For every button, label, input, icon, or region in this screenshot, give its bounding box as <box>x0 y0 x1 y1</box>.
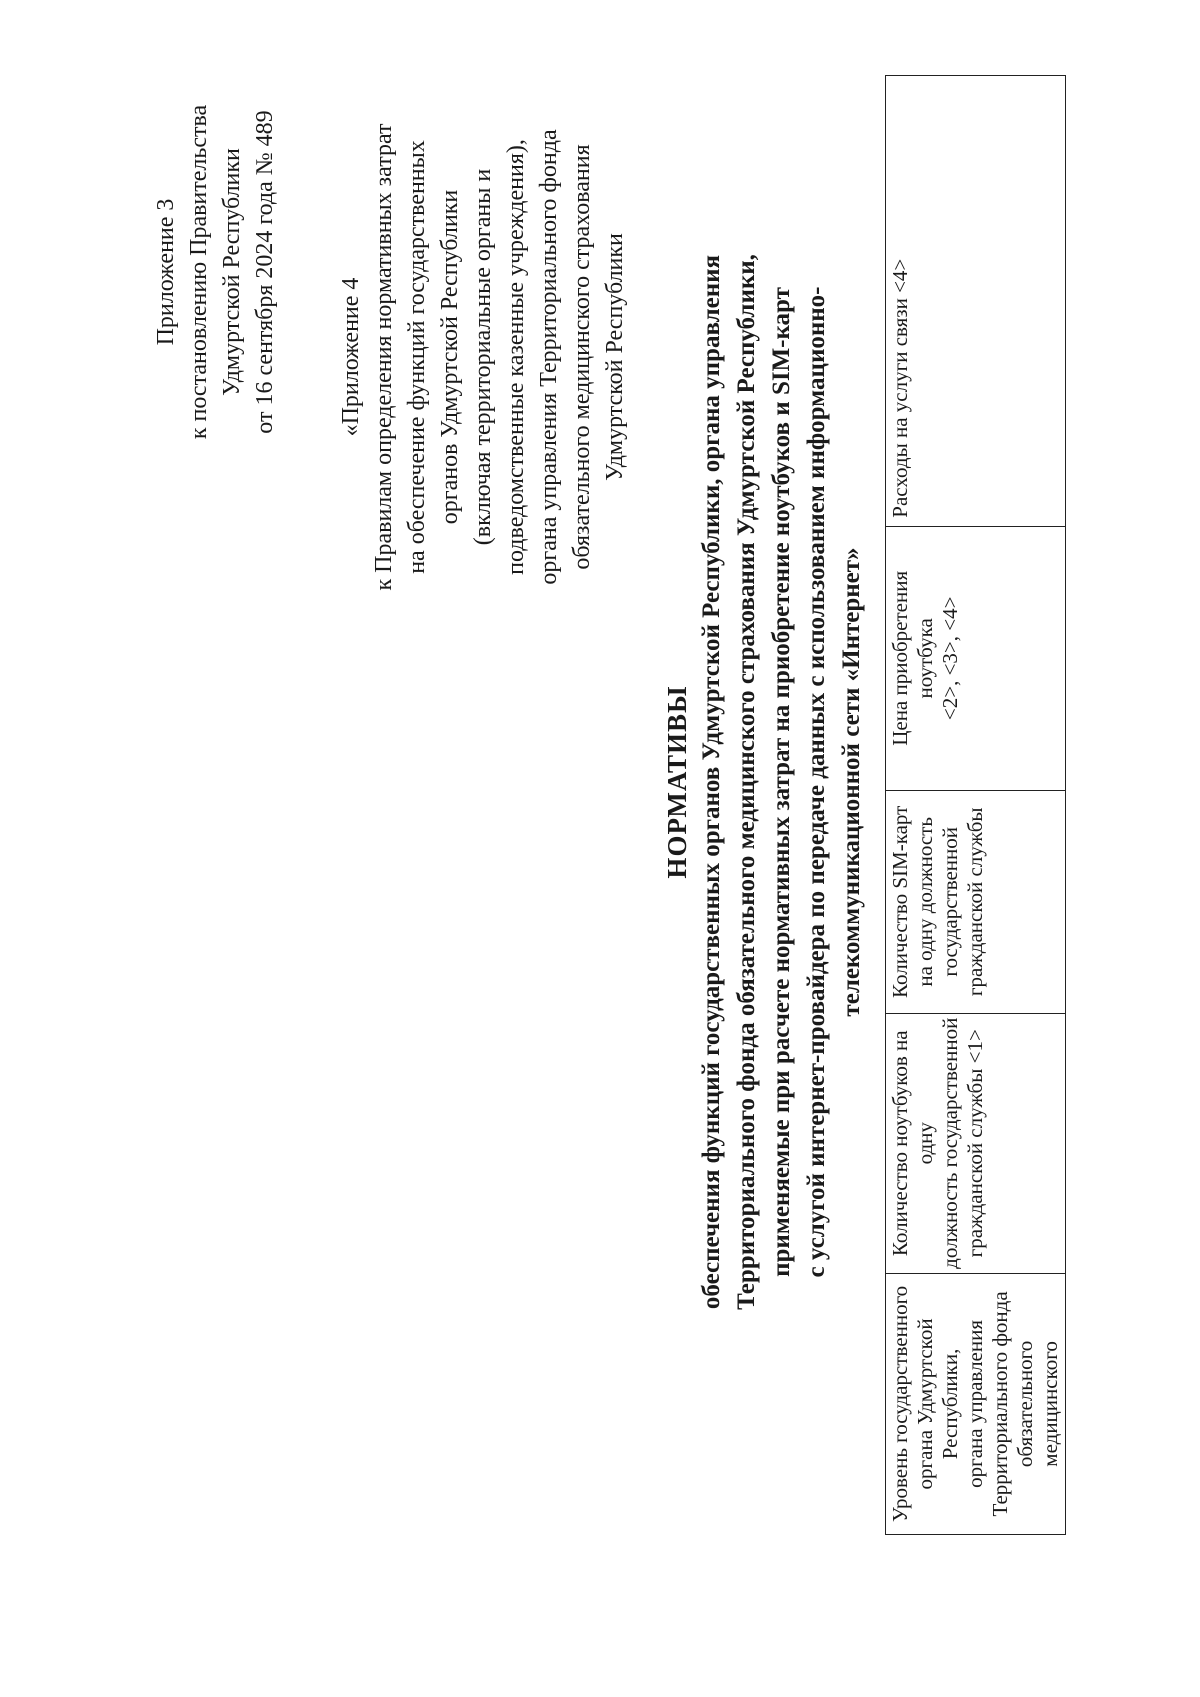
annex-4-line: на обеспечение функций государственных <box>404 140 430 574</box>
header-cell-line: должность государственной <box>938 1017 962 1269</box>
annex-4-line: (включая территориальные органы и <box>470 168 496 546</box>
table-header-cell <box>886 790 1066 1013</box>
annex-3-header <box>150 37 282 507</box>
header-cell-line: органа управления <box>963 1319 987 1488</box>
header-cell-line: Уровень государственного <box>888 1285 912 1523</box>
title-line: с услугой интернет-провайдера по передаче данных с использованием информационно- <box>803 286 830 1278</box>
header-cell-line: Территориального фонда <box>988 1291 1012 1517</box>
annex-4-line: органа управления Территориального фонда <box>536 129 562 585</box>
norms-table <box>885 75 1066 1535</box>
annex-4-line: обязательного медицинского страхования <box>569 144 595 570</box>
table-header-cell <box>886 76 1066 527</box>
annex-3-line: Приложение 3 <box>153 198 179 346</box>
annex-3-line: Удмуртской Республики <box>219 148 245 396</box>
annex-4-header <box>335 27 632 687</box>
header-cell-line: Расходы на услуги связи <4> <box>888 258 912 518</box>
title-heading: НОРМАТИВЫ <box>662 685 692 879</box>
table-header-cell <box>886 1273 1066 1534</box>
header-cell-line: <2>, <3>, <4> <box>938 596 962 721</box>
annex-3-line: от 16 сентября 2024 года № 489 <box>252 110 278 434</box>
title-line: телекоммуникационной сети «Интернет» <box>838 547 865 1017</box>
annex-4-line: Удмуртской Республики <box>602 233 628 481</box>
annex-3-line: к постановлению Правительства <box>186 104 212 440</box>
header-cell-line: органа Удмуртской Республики, <box>913 1318 962 1490</box>
title-line: применяемые при расчете нормативных затрат на приобретение ноутбуков и SIM-карт <box>768 287 795 1277</box>
annex-4-line: подведомственные казенные учреждения), <box>503 139 529 575</box>
document-title <box>660 222 869 1342</box>
header-cell-line: обязательного медицинского <box>1013 1340 1062 1468</box>
title-line: Территориального фонда обязательного медицинского страхования Удмуртской Республики, <box>733 254 760 1310</box>
annex-4-line: «Приложение 4 <box>338 277 364 437</box>
table-header-cell <box>886 1013 1066 1273</box>
header-cell-line: Цена приобретения ноутбука <box>888 570 937 746</box>
header-cell-line: гражданской службы <box>963 807 987 997</box>
annex-4-line: органов Удмуртской Республики <box>437 189 463 525</box>
header-cell-line: на одну должность <box>913 817 937 987</box>
header-cell-line: государственной <box>938 826 962 977</box>
table-header-row <box>886 76 1066 1535</box>
header-cell-line: гражданской службы <1> <box>963 1029 987 1258</box>
header-cell-line: Количество ноутбуков на одну <box>888 1030 937 1257</box>
table-header-cell <box>886 526 1066 790</box>
annex-4-line: к Правилам определения нормативных затрат <box>371 123 397 591</box>
header-cell-line: Количество SIM-карт <box>888 805 912 998</box>
title-line: обеспечения функций государственных органов Удмуртской Республики, органа управления <box>698 254 725 1310</box>
